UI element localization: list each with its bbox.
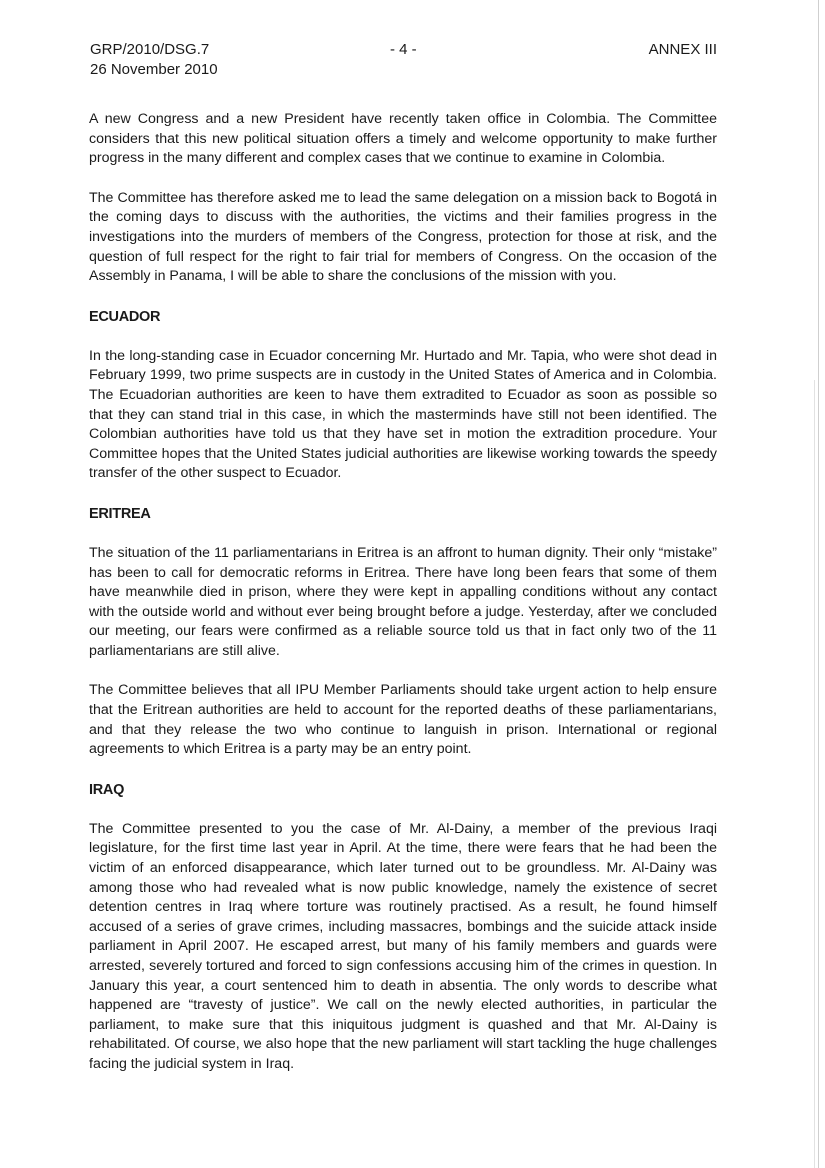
iraq-paragraph-1: The Committee presented to you the case of Mr. Al-Dainy, a member of the previous Iraqi legislature, for the first time last year in April. At the time, there were fears that he had been the victim of an enforced disappearance, which later turned out to be groundless. Mr. Al-Dainy was among those who had revealed what is now public knowledge, namely the existence of secret detention centres in Iraq where torture was routinely practised. As a result, he found himself accused of a series of grave crimes, including massacres, bombings and the suicide attack inside parliament in April 2007. He escaped arrest, but many of his family members and guards were arrested, severely tortured and forced to sign confessions accusing him of the crimes in question. In January this year, a court sentenced him to death in absentia. The only words to describe what happened are “travesty of justice”. We call on the newly elected authorities, in particular the parliament, to make sure that this iniquitous judgment is quashed and that Mr. Al-Dainy is rehabilitated. Of course, we also hope that the new parliament will start tackling the huge challenges facing the judicial system in Iraq. <box>89 820 717 1072</box>
page-header <box>90 40 717 84</box>
scan-edge-line <box>814 380 815 1168</box>
section-heading-iraq: IRAQ <box>89 781 125 798</box>
document-date: 26 November 2010 <box>90 61 218 78</box>
document-body <box>89 110 717 1095</box>
colombia-paragraph-2: The Committee has therefore asked me to lead the same delegation on a mission back to Bogotá in the coming days to discuss with the authorities, the victims and their families progress in the investigations into the murders of members of the Congress, protection for those at risk, and the question of full respect for the right to fair trial for members of Congress. On the occasion of the Assembly in Panama, I will be able to share the conclusions of the mission with you. <box>89 189 717 285</box>
section-heading-eritrea: ERITREA <box>89 505 151 522</box>
ecuador-paragraph-1: In the long-standing case in Ecuador concerning Mr. Hurtado and Mr. Tapia, who were shot dead in February 1999, two prime suspects are in custody in the United States of America and in Colombia. The Ecuadorian authorities are keen to have them extradited to Ecuador as soon as possible so that they can stand trial in this case, in which the masterminds have still not been identified. The Colombian authorities have told us that they have set in motion the extradition procedure. Your Committee hopes that the United States judicial authorities are likewise working towards the speedy transfer of the other suspect to Ecuador. <box>89 347 717 482</box>
document-reference: GRP/2010/DSG.7 <box>90 41 210 58</box>
header-left <box>90 40 218 80</box>
section-heading-ecuador: ECUADOR <box>89 308 161 325</box>
scan-edge-line <box>818 0 819 1168</box>
colombia-paragraph-1: A new Congress and a new President have recently taken office in Colombia. The Committee considers that this new political situation offers a timely and welcome opportunity to make further progress in the many different and complex cases that we continue to examine in Colombia. <box>89 111 717 167</box>
eritrea-paragraph-1: The situation of the 11 parliamentarians in Eritrea is an affront to human dignity. Their only “mistake” has been to call for democratic reforms in Eritrea. There have long been fears that some of them have meanwhile died in prison, where they were kept in appalling conditions without any contact with the outside world and without ever being brought before a judge. Yesterday, after we concluded our meeting, our fears were confirmed as a reliable source told us that in fact only two of the 11 parliamentarians are still alive. <box>89 544 717 659</box>
eritrea-paragraph-2: The Committee believes that all IPU Member Parliaments should take urgent action to help ensure that the Eritrean authorities are held to account for the reported deaths of these parliamentarians, and that they release the two who continue to languish in prison. International or regional agreements to which Eritrea is a party may be an entry point. <box>89 682 717 758</box>
page-number: - 4 - <box>390 41 417 58</box>
annex-label: ANNEX III <box>648 41 717 58</box>
